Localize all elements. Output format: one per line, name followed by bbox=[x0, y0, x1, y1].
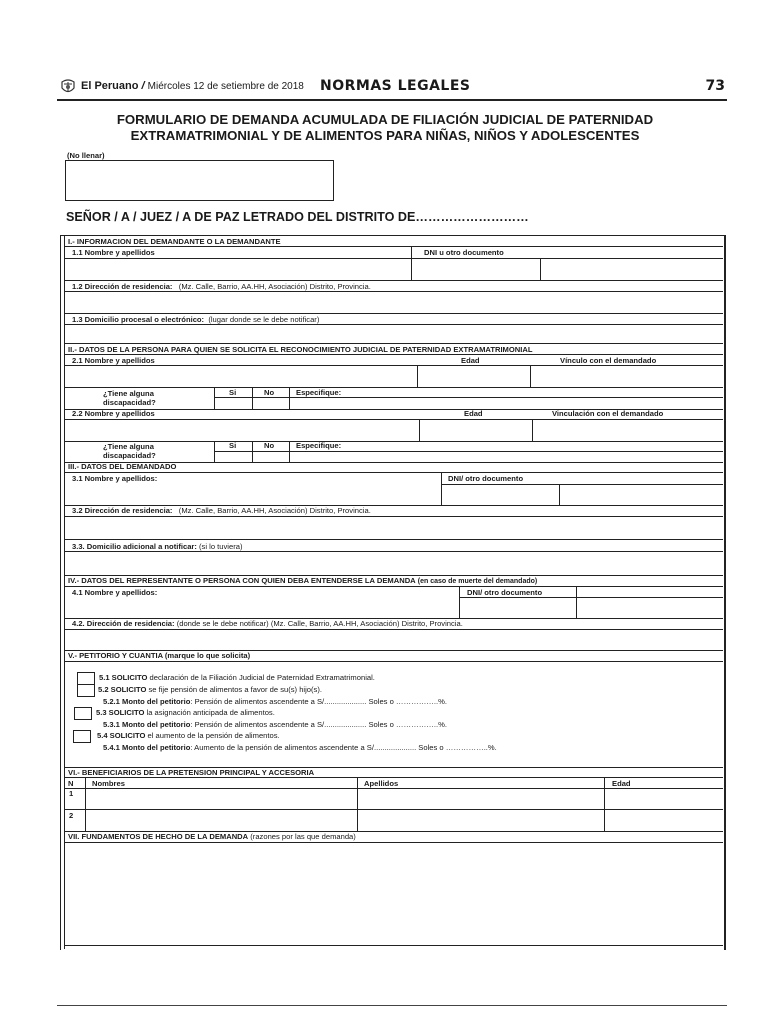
newspaper-header bbox=[57, 76, 727, 98]
applicant-dni-label: DNI u otro documento bbox=[424, 248, 504, 257]
representative-name-label: 4.1 Nombre y apellidos: bbox=[72, 588, 158, 597]
person2-age-label: Edad bbox=[464, 409, 483, 418]
person2-specify-field[interactable] bbox=[290, 452, 722, 461]
applicant-address-label bbox=[72, 282, 371, 291]
option-5-4-1-text: : Aumento de la pensión de alimentos ascendente a S/.................... Soles o ……………..%. bbox=[190, 743, 497, 752]
option-5-4-text: el aumento de la pensión de alimentos. bbox=[145, 731, 280, 740]
beneficiary-2-surnames-field[interactable] bbox=[358, 810, 603, 830]
defendant-extra-label-text: 3.3. Domicilio adicional a notificar: bbox=[72, 542, 197, 551]
person2-no-cell[interactable] bbox=[253, 452, 288, 461]
beneficiary-1-names-field[interactable] bbox=[86, 789, 356, 808]
defendant-address-label-text: 3.2 Dirección de residencia: bbox=[72, 506, 173, 515]
beneficiaries-col-surnames: Apellidos bbox=[364, 779, 399, 788]
option-5-2-text: se fije pensión de alimentos a favor de su(s) hijo(s). bbox=[146, 685, 322, 694]
option-5-3-1-text: : Pensión de alimentos ascendente a S/.................... Soles o ……………..%. bbox=[190, 720, 447, 729]
defendant-address-hint: (Mz. Calle, Barrio, AA.HH, Asociación) Distrito, Provincia. bbox=[178, 506, 371, 515]
defendant-extra-domicile-label bbox=[72, 542, 243, 551]
applicant-address-hint: (Mz. Calle, Barrio, AA.HH, Asociación) Distrito, Provincia. bbox=[178, 282, 371, 291]
applicant-domicile-field[interactable] bbox=[65, 325, 722, 342]
applicant-dni-field[interactable] bbox=[412, 259, 722, 279]
page-number: 73 bbox=[705, 78, 725, 94]
applicant-name-field[interactable] bbox=[65, 259, 410, 279]
newspaper-name: El Peruano bbox=[81, 80, 139, 92]
representative-address-field[interactable] bbox=[65, 630, 722, 649]
applicant-domicile-hint: (lugar donde se le debe notificar) bbox=[208, 315, 320, 324]
defendant-extra-domicile-field[interactable] bbox=[65, 552, 722, 574]
representative-dni-field[interactable] bbox=[460, 598, 722, 617]
section-2-heading: II.- DATOS DE LA PERSONA PARA QUIEN SE SOLICITA EL RECONOCIMIENTO JUDICIAL DE PATERNIDAD EXTRAMATRIMONIAL bbox=[68, 345, 533, 354]
option-5-2-1 bbox=[103, 697, 447, 706]
section-3-heading: III.- DATOS DEL DEMANDADO bbox=[68, 462, 177, 471]
option-5-1 bbox=[99, 673, 375, 682]
person2-link-label: Vinculación con el demandado bbox=[552, 409, 664, 418]
option-5-3-label: 5.3 SOLICITO bbox=[96, 708, 145, 717]
person1-name-label: 2.1 Nombre y apellidos bbox=[72, 356, 155, 365]
header-separator: / bbox=[141, 80, 145, 92]
representative-dni-label: DNI/ otro documento bbox=[467, 588, 543, 597]
section-7-heading-text: VII. FUNDAMENTOS DE HECHO DE LA DEMANDA bbox=[68, 832, 249, 841]
person1-specify-field[interactable] bbox=[290, 398, 722, 408]
representative-address-label bbox=[72, 619, 463, 628]
section-5-heading: V.- PETITORIO Y CUANTIA (marque lo que solicita) bbox=[68, 651, 251, 660]
person1-disability-q-line2: discapacidad? bbox=[103, 398, 156, 407]
beneficiaries-col-names: Nombres bbox=[92, 779, 125, 788]
option-5-3-1-label: 5.3.1 Monto del petitorio bbox=[103, 720, 191, 729]
option-5-2-label: 5.2 SOLICITO bbox=[98, 685, 147, 694]
beneficiary-row-number: 2 bbox=[69, 811, 74, 820]
person1-link-field[interactable] bbox=[531, 366, 722, 386]
person1-link-label: Vínculo con el demandado bbox=[560, 356, 657, 365]
section-6-heading: VI.- BENEFICIARIOS DE LA PRETENSION PRINCIPAL Y ACCESORIA bbox=[68, 768, 315, 777]
representative-address-hint: (donde se le debe notificar) (Mz. Calle, Barrio, AA.HH, Asociación) Distrito, Provincia. bbox=[176, 619, 463, 628]
option-5-3-1 bbox=[103, 720, 447, 729]
facts-textarea[interactable] bbox=[65, 843, 722, 944]
beneficiaries-col-n: N bbox=[68, 779, 74, 788]
option-5-2-checkbox[interactable] bbox=[77, 684, 95, 697]
section-1-heading: I.- INFORMACION DEL DEMANDANTE O LA DEMANDANTE bbox=[68, 237, 281, 246]
person1-specify-label: Especifique: bbox=[296, 388, 342, 397]
defendant-extra-hint: (si lo tuviera) bbox=[199, 542, 243, 551]
option-5-4-1 bbox=[103, 743, 497, 752]
option-5-3-text: la asignación anticipada de alimentos. bbox=[144, 708, 275, 717]
person1-disability-q-line1: ¿Tiene alguna bbox=[103, 389, 154, 398]
person2-name-label: 2.2 Nombre y apellidos bbox=[72, 409, 155, 418]
publication-date: Miércoles 12 de setiembre de 2018 bbox=[147, 81, 304, 92]
person1-age-field[interactable] bbox=[418, 366, 529, 386]
person1-yes-cell[interactable] bbox=[215, 398, 251, 408]
coat-of-arms-icon bbox=[59, 78, 77, 96]
applicant-domicile-label bbox=[72, 315, 319, 324]
beneficiary-2-names-field[interactable] bbox=[86, 810, 356, 830]
defendant-name-field[interactable] bbox=[65, 484, 440, 504]
section-name: NORMAS LEGALES bbox=[320, 78, 471, 94]
defendant-address-label bbox=[72, 506, 371, 515]
form-title-line-1: FORMULARIO DE DEMANDA ACUMULADA DE FILIACIÓN JUDICIAL DE PATERNIDAD bbox=[116, 112, 654, 127]
person2-age-field[interactable] bbox=[420, 420, 531, 440]
option-5-1-text: declaración de la Filiación Judicial de Paternidad Extramatrimonial. bbox=[147, 673, 375, 682]
beneficiary-2-age-field[interactable] bbox=[605, 810, 722, 830]
defendant-name-label: 3.1 Nombre y apellidos: bbox=[72, 474, 158, 483]
section-7-heading bbox=[68, 832, 356, 841]
beneficiary-1-age-field[interactable] bbox=[605, 789, 722, 808]
option-5-2 bbox=[98, 685, 322, 694]
representative-address-label-text: 4.2. Dirección de residencia: bbox=[72, 619, 175, 628]
beneficiaries-col-age: Edad bbox=[612, 779, 631, 788]
person1-disability-question bbox=[103, 389, 156, 407]
form-title-line-2: EXTRAMATRIMONIAL Y DE ALIMENTOS PARA NIÑAS, NIÑOS Y ADOLESCENTES bbox=[130, 128, 640, 143]
person2-name-field[interactable] bbox=[65, 420, 418, 440]
beneficiary-1-surnames-field[interactable] bbox=[358, 789, 603, 808]
option-5-1-label: 5.1 SOLICITO bbox=[99, 673, 148, 682]
option-5-4-label: 5.4 SOLICITO bbox=[97, 731, 146, 740]
section-4-heading-note: (en caso de muerte del demandado) bbox=[417, 578, 538, 585]
person1-yes-label: Si bbox=[229, 388, 237, 397]
option-5-3 bbox=[96, 708, 275, 717]
option-5-2-1-text: : Pensión de alimentos ascendente a S/.................... Soles o ……………..%. bbox=[190, 697, 447, 706]
person2-disability-question bbox=[103, 442, 156, 460]
person2-specify-label: Especifique: bbox=[296, 441, 342, 450]
option-5-4-1-label: 5.4.1 Monto del petitorio bbox=[103, 743, 191, 752]
section-4-heading bbox=[68, 576, 537, 586]
person2-yes-cell[interactable] bbox=[215, 452, 251, 461]
person1-no-cell[interactable] bbox=[253, 398, 288, 408]
applicant-name-label: 1.1 Nombre y apellidos bbox=[72, 248, 155, 257]
person1-age-label: Edad bbox=[461, 356, 480, 365]
person2-disability-q-line1: ¿Tiene alguna bbox=[103, 442, 154, 451]
person1-no-label: No bbox=[264, 388, 275, 397]
section-4-heading-text: IV.- DATOS DEL REPRESENTANTE O PERSONA CON QUIEN DEBA ENTENDERSE LA DEMANDA bbox=[68, 576, 416, 585]
person2-no-label: No bbox=[264, 441, 275, 450]
option-5-2-1-label: 5.2.1 Monto del petitorio bbox=[103, 697, 191, 706]
person2-disability-q-line2: discapacidad? bbox=[103, 451, 156, 460]
applicant-domicile-label-text: 1.3 Domicilio procesal o electrónico: bbox=[72, 315, 205, 324]
office-use-box bbox=[65, 160, 334, 201]
addressee-line: SEÑOR / A / JUEZ / A DE PAZ LETRADO DEL DISTRITO DE……………………… bbox=[66, 210, 529, 224]
person1-name-field[interactable] bbox=[65, 366, 416, 386]
beneficiary-row-number: 1 bbox=[69, 789, 74, 798]
option-5-3-checkbox[interactable] bbox=[74, 707, 92, 720]
defendant-address-field[interactable] bbox=[65, 517, 722, 538]
header-rule bbox=[57, 99, 727, 101]
section-7-hint: (razones por las que demanda) bbox=[250, 832, 356, 841]
option-5-4 bbox=[97, 731, 280, 740]
person2-link-field[interactable] bbox=[533, 420, 722, 440]
option-5-4-checkbox[interactable] bbox=[73, 730, 91, 743]
applicant-address-label-text: 1.2 Dirección de residencia: bbox=[72, 282, 173, 291]
no-fill-label: (No llenar) bbox=[67, 151, 105, 160]
representative-name-field[interactable] bbox=[65, 598, 458, 617]
defendant-dni-label: DNI/ otro documento bbox=[448, 474, 524, 483]
person2-yes-label: Si bbox=[229, 441, 237, 450]
applicant-address-field[interactable] bbox=[65, 292, 722, 312]
footer-rule bbox=[57, 1005, 727, 1006]
defendant-dni-field[interactable] bbox=[442, 485, 722, 504]
